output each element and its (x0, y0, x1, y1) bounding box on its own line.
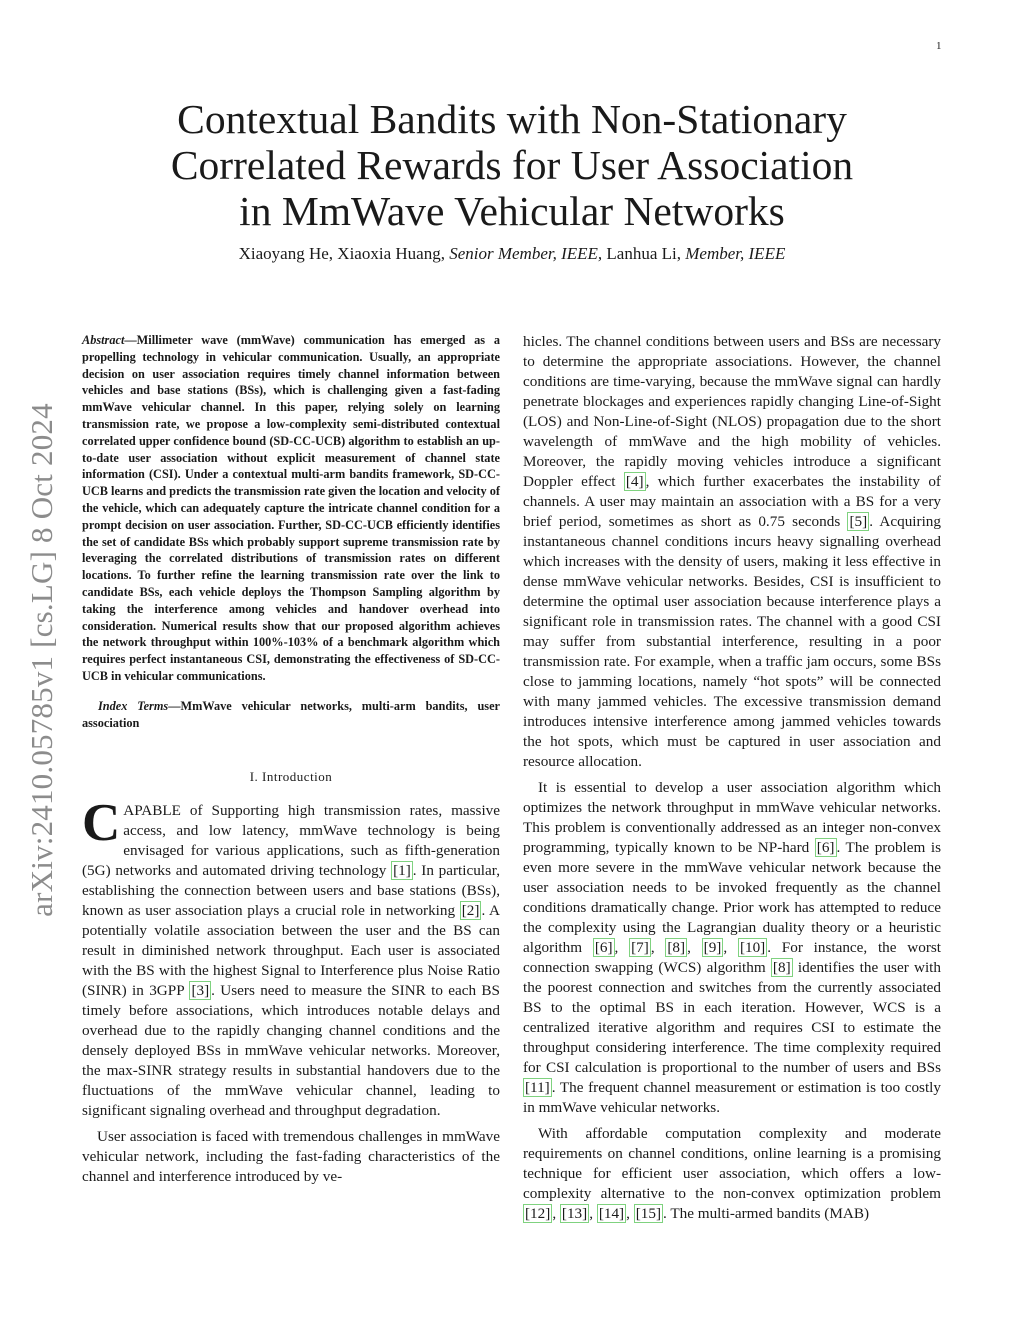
paragraph-text: It is essential to develop a user association algorithm which optimizes the network throughput in mmWave vehicular networks. This problem is conventionally addressed as an integer non-convex programming, typically known to be NP-hard (523, 779, 941, 856)
paragraph-text: , which further exacerbates the instability of channels. A user may maintain an association with a BS for a very brief period, sometimes as short as 0.75 seconds (523, 473, 941, 530)
abstract-lead: Abstract (82, 333, 125, 347)
arxiv-stamp[interactable]: arXiv:2410.05785v1 [cs.LG] 8 Oct 2024 (24, 403, 59, 917)
title-line: Correlated Rewards for User Association (170, 142, 854, 188)
citation-link[interactable] (597, 1204, 626, 1223)
citation-link[interactable] (629, 938, 651, 957)
abstract-text: —Millimeter wave (mmWave) communication has emerged as a propelling technology in vehicular communication. Usually, an appropriate decision on user association requires timely channel information between vehicles and base stations (BSs), which is challenging given a fast-fading mmWave vehicular channel. In this paper, relying solely on learning transmission rate, we propose a low-complexity semi-distributed contextual correlated upper confidence bound (SD-CC-UCB) algorithm to establish an up-to-date user association without explicit measurement of channel state information (CSI). Under a contextual multi-arm bandits framework, SD-CC-UCB learns and predicts the transmission rate given the location and velocity of the vehicle, which can adequately capture the intricate channel condition for a prompt decision on user association. Further, SD-CC-UCB efficiently identifies the set of candidate BSs which probably support supreme transmission rate by leveraging the correlated distributions of transmission rates on different locations. To further refine the learning transmission rate over the link to candidate BSs, each vehicle deploys the Thompson Sampling algorithm by taking the interference among vehicles and handover overhead into consideration. Numerical results show that our proposed algorithm achieves the network throughput within 100%-103% of a benchmark algorithm which requires perfect instantaneous CSI, demonstrating the effectiveness of SD-CC-UCB in vehicular communications. (82, 333, 500, 683)
title-block (82, 96, 942, 264)
paragraph-text: . For instance, the worst connection swapping (WCS) algorithm (523, 939, 942, 976)
citation-box: [5] (849, 513, 868, 530)
separator: , (589, 1205, 597, 1222)
author-names: Xiaoyang He, Xiaoxia Huang, (238, 244, 450, 263)
citation-box: [13] (561, 1205, 588, 1222)
citation-box: [2] (461, 902, 480, 920)
index-terms-lead: Index Terms (98, 698, 169, 713)
paragraph-text: . A potentially volatile association between the user and the BS can result in diminished network throughput. Each user is associated with the BS with the highest Signal to Interference plus Noise Ratio (SINR) in 3GPP (82, 902, 500, 1000)
citation-link[interactable] (771, 958, 793, 977)
index-terms (82, 698, 500, 732)
citation-link[interactable] (702, 938, 724, 957)
separator: , (687, 939, 702, 956)
paper-title (82, 96, 942, 234)
citation-link[interactable] (738, 938, 767, 957)
separator: , (614, 939, 630, 956)
citation-box: [4] (625, 473, 644, 490)
citation-box: [15] (635, 1205, 662, 1222)
citation-link[interactable] (460, 901, 482, 920)
citation-box: [9] (703, 939, 722, 956)
left-column (82, 332, 500, 1187)
citation-box: [1] (393, 862, 411, 880)
intro-paragraph (82, 794, 501, 1121)
section-heading: I. Introduction (249, 769, 333, 785)
separator: , (723, 939, 738, 956)
paragraph-text: hicles. The channel conditions between users and BSs are necessary to determine the appropriate associations. However, the channel conditions are time-varying, because the mmWave signal can hardly penetrate blockages and experiences rapidly changing Line-of-Sight (LOS) and Non-Line-of-Sight (NLOS) propagation due to the short wavelength of mmWave and the high mobility of vehicles. Moreover, the rapidly moving vehicles introduce a significant Doppler effect (523, 333, 941, 490)
intro-paragraph: User association is faced with tremendous challenges in mmWave vehicular network, including the fast-fading characteristics of the channel and interference introduced by ve- (82, 1128, 500, 1186)
right-column (523, 332, 941, 1224)
abstract (82, 332, 500, 685)
citation-box: [12] (525, 1205, 551, 1222)
citation-link[interactable] (523, 1078, 552, 1097)
citation-link[interactable] (391, 861, 413, 880)
page-number: 1 (936, 40, 942, 52)
separator: , (626, 1205, 634, 1222)
index-terms-text: —MmWave vehicular networks, multi-arm bandits, user association (82, 698, 500, 730)
citation-box: [10] (739, 939, 766, 956)
citation-link[interactable] (847, 512, 869, 531)
paragraph-text: . In particular, establishing the connection between users and base stations (BSs), known as user association plays a crucial role in networking (82, 862, 500, 920)
intro-paragraph (523, 332, 941, 772)
paragraph-text: . The problem is even more severe in the mmWave vehicular network because the user association needs to be invoked frequently as the channel conditions dramatically change. Prior work has attempted to reduce the complexity using the Lagrangian duality theory or a heuristic algorithm (523, 839, 941, 956)
citation-box: [8] (667, 939, 686, 956)
citation-box: [6] (816, 839, 835, 856)
citation-box: [8] (772, 959, 791, 976)
author-role: Member, IEEE (685, 244, 786, 263)
intro-paragraph (523, 1124, 941, 1224)
paragraph-text: identifies the user with the poorest connection and switches from the currently associated BS to the optimal BS in each iteration. However, WCS is a centralized iterative algorithm and requires CSI to estimate the throughput considering interference. The time complexity required for CSI calculation is proportional to the number of users and BSs (523, 959, 941, 1076)
author-role: Senior Member, IEEE, (449, 244, 603, 263)
paragraph-text: . The multi-armed bandits (MAB) (663, 1205, 870, 1222)
citation-link[interactable] (593, 938, 615, 957)
citation-box: [3] (191, 982, 210, 1000)
separator: , (552, 1205, 560, 1222)
citation-link[interactable] (624, 472, 646, 491)
citation-link[interactable] (560, 1204, 589, 1223)
intro-paragraph (523, 778, 941, 1118)
paragraph-text: With affordable computation complexity and moderate requirements on channel conditions, online learning is a promising technique for efficient user association, which offers a low-complexity alternative to the non-convex optimization problem (523, 1125, 941, 1202)
citation-link[interactable] (523, 1204, 552, 1223)
citation-link[interactable] (815, 838, 837, 857)
paragraph-text: . The frequent channel measurement or estimation is too costly in mmWave vehicular networks. (523, 1079, 941, 1116)
citation-box: [14] (598, 1205, 625, 1222)
citation-box: [11] (525, 1079, 550, 1096)
title-line: Contextual Bandits with Non-Stationary (177, 96, 847, 142)
citation-link[interactable] (634, 1204, 663, 1223)
citation-box: [7] (631, 939, 649, 956)
author-list (82, 244, 942, 264)
paragraph-text: . Users need to measure the SINR to each BS timely before associations, which introduces notable delays and overhead due to the rapidly changing channel conditions and the densely deployed BSs in mmWave vehicular networks. Moreover, the max-SINR strategy results in substantial handovers due to the fluctuations of the mmWave vehicular channel, leading to significant signaling overhead and throughput degradation. (82, 982, 501, 1120)
paragraph-text: . Acquiring instantaneous channel conditions incurs heavy signalling overhead which increases with the density of users, making it less effective in dense mmWave vehicular networks. Besides, CSI is insufficient to determine the optimal user association because interference plays a significant role in transmission rates. The channel with a good CSI may suffer from substantial interference, resulting in a poor transmission rate. For example, when a traffic jam occurs, some BSs close to jamming locations, namely “hot spots” will be connected with many jammed vehicles. The excessive transmission demand introduces intensive interference among jammed vehicles towards the hot spots, which must be captured in user association and resource allocation. (523, 513, 941, 770)
paragraph-text: APABLE of Supporting high transmission rates, massive access, and low latency, mmWave technology is being envisaged for various applications, such as fifth-generation (5G) networks and automated driving technology (82, 802, 500, 880)
title-line: in MmWave Vehicular Networks (239, 188, 785, 234)
citation-link[interactable] (189, 981, 211, 1000)
citation-box: [6] (594, 939, 613, 956)
citation-link[interactable] (665, 938, 687, 957)
author-names: Lanhua Li, (602, 244, 686, 263)
drop-cap: C (82, 794, 121, 853)
separator: , (650, 939, 666, 956)
